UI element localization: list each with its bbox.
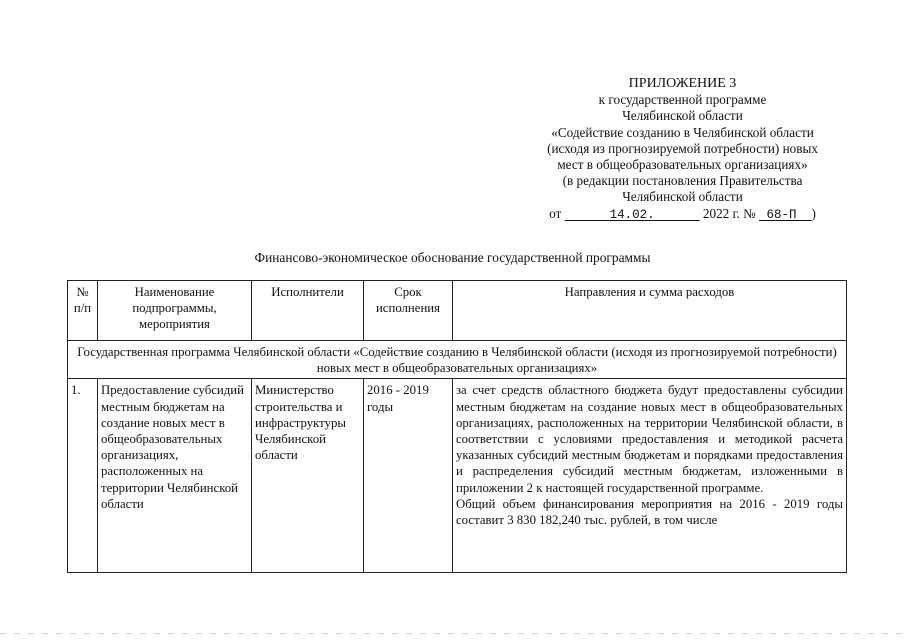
appendix-title: ПРИЛОЖЕНИЕ 3 xyxy=(628,76,737,91)
section-title: Государственная программа Челябинской области «Содействие созданию в Челябинской области (исходя из прогнозируемой потребности) новых мест в общеобразовательных организациях» xyxy=(68,341,847,379)
row-number: 1. xyxy=(68,379,98,573)
header-number: № п/п xyxy=(68,281,98,341)
header-term: Срок исполнения xyxy=(364,281,453,341)
row-term: 2016 - 2019 годы xyxy=(364,379,453,573)
table-row xyxy=(68,379,847,573)
appendix-line: к государственной программе xyxy=(598,92,767,108)
resolution-date-line xyxy=(510,206,855,223)
year-text: 2022 г. № xyxy=(702,205,756,221)
section-row xyxy=(68,341,847,379)
table-header-row xyxy=(68,281,847,341)
appendix-line: мест в общеобразовательных организациях» xyxy=(557,157,808,173)
row-executor: Министерство строительства и инфраструктуры Челябинской области xyxy=(252,379,364,573)
header-directions: Направления и сумма расходов xyxy=(453,281,847,341)
document-title: Финансово-экономическое обоснование государственной программы xyxy=(254,250,651,265)
appendix-line: Челябинской области xyxy=(622,108,743,124)
header-name: Наименование подпрограммы, мероприятия xyxy=(98,281,252,341)
closing-paren: ) xyxy=(811,205,816,221)
directions-text: за счет средств областного бюджета будут предоставлены субсидии местным бюджетам на создание новых мест в общеобразовательных организациях, расположенных на территории Челябинской области, в соответствии с условиями предоставления и методикой расчета указанных субсидий местным бюджетам и порядками предоставления и распределения субсидий местным бюджетам, изложенными в приложении 2 к настоящей государственной программе. xyxy=(456,383,843,495)
date-prefix: от xyxy=(549,205,562,221)
appendix-line: (в редакции постановления Правительства xyxy=(562,173,803,189)
resolution-date: 14.02. xyxy=(609,207,655,222)
appendix-line: «Содействие созданию в Челябинской области xyxy=(551,124,814,140)
header-executors: Исполнители xyxy=(252,281,364,341)
directions-total: Общий объем финансирования мероприятия на 2016 - 2019 годы составит 3 830 182,240 тыс. рублей, в том числе xyxy=(456,496,843,528)
scan-edge xyxy=(0,633,905,634)
row-name: Предоставление субсидий местным бюджетам на создание новых мест в общеобразовательных организациях, расположенных на территории Челябинской области xyxy=(98,379,252,573)
appendix-line: Челябинской области xyxy=(622,189,743,205)
appendix-header xyxy=(510,76,855,223)
resolution-number: 68-П xyxy=(766,207,797,222)
appendix-line: (исходя из прогнозируемой потребности) новых xyxy=(547,140,818,156)
row-directions xyxy=(453,379,847,573)
financing-table xyxy=(67,280,847,573)
